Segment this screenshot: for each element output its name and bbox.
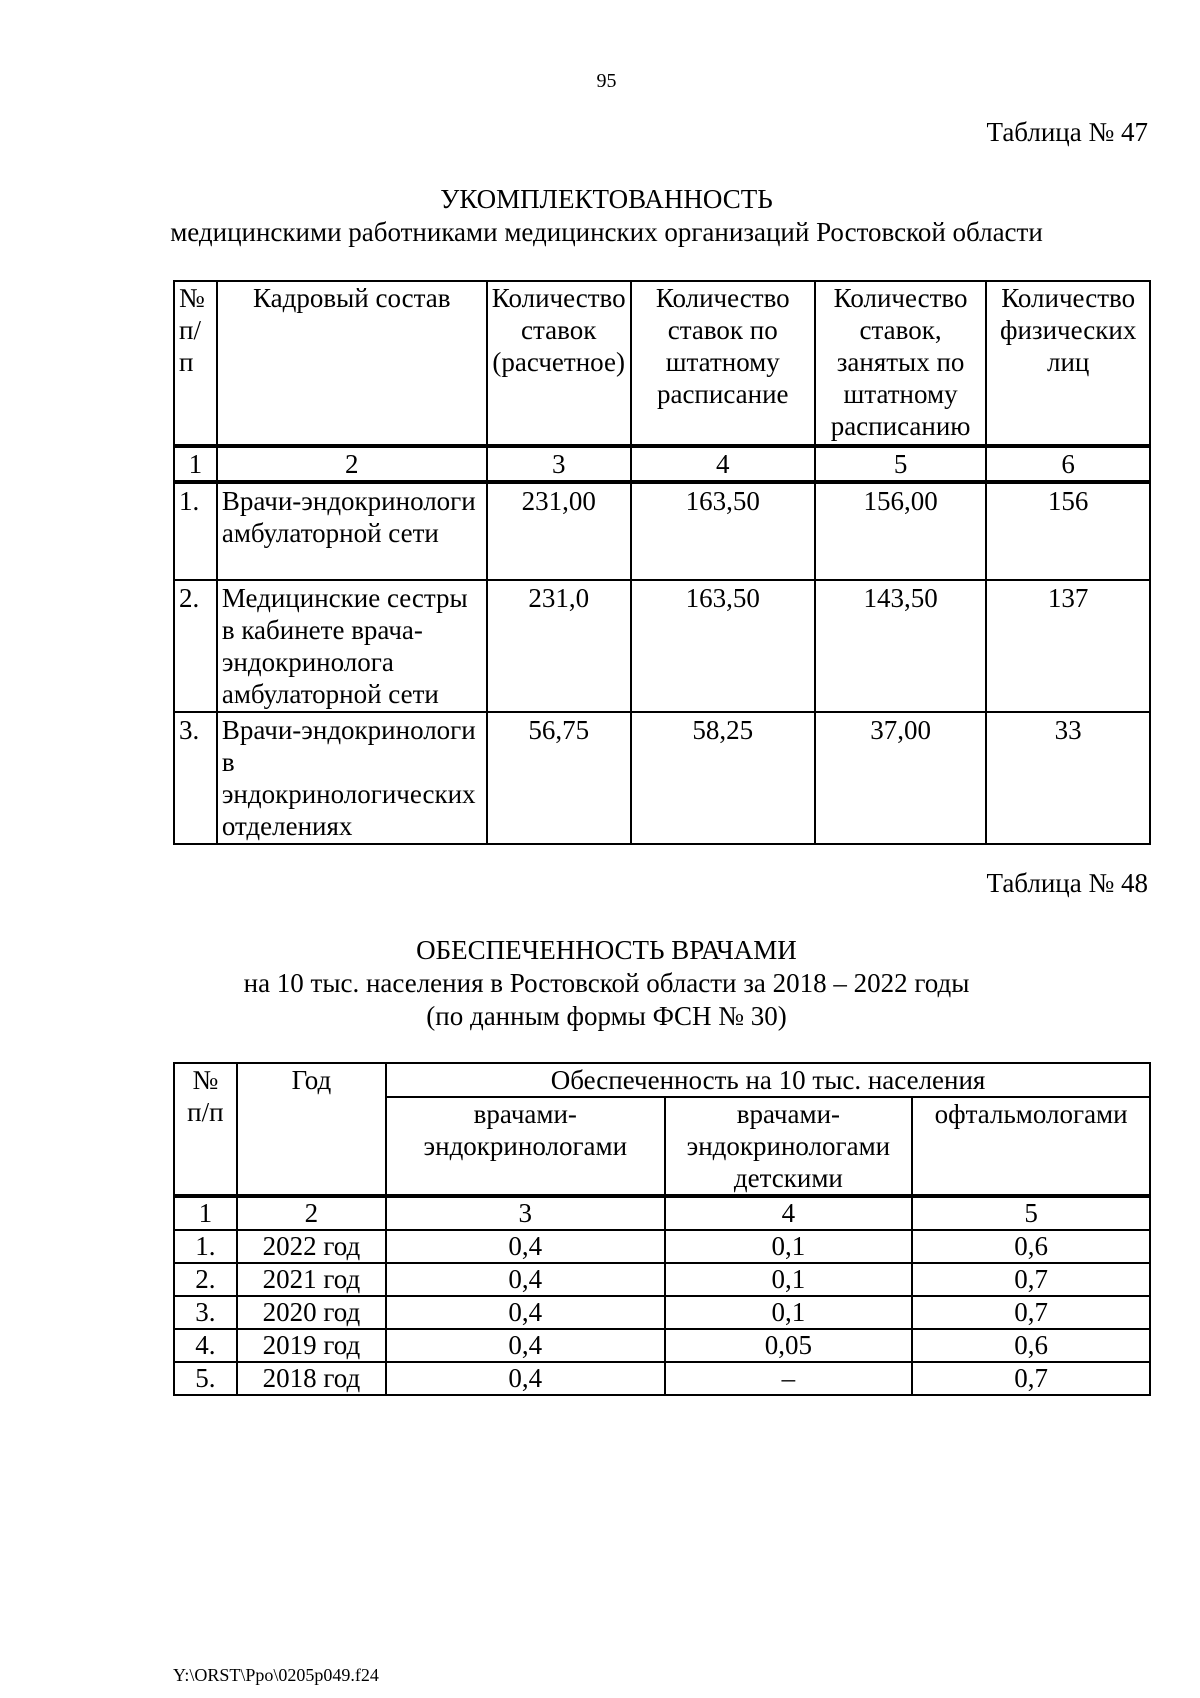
index-cell: 5	[912, 1196, 1150, 1230]
index-cell: 4	[631, 446, 815, 482]
header-endocrinologists: врачами-эндокринологами	[386, 1097, 664, 1196]
column-index-row	[174, 1196, 1150, 1230]
row-number: 2.	[174, 580, 217, 712]
index-cell: 2	[217, 446, 487, 482]
index-cell: 2	[237, 1196, 386, 1230]
table-row	[174, 482, 1150, 580]
row-staff-rates: 58,25	[631, 712, 815, 844]
row-staff-name: Медицинские сестры в кабинете врача-эндокринолога амбулаторной сети	[217, 580, 487, 712]
row-child-endocrinologists: 0,1	[665, 1296, 913, 1329]
row-endocrinologists: 0,4	[386, 1296, 664, 1329]
header-persons: Количество физических лиц	[986, 281, 1150, 446]
row-calc-rates: 231,0	[487, 580, 631, 712]
table-47-label: Таблица № 47	[986, 117, 1148, 147]
row-child-endocrinologists: 0,1	[665, 1263, 913, 1296]
index-cell: 6	[986, 446, 1150, 482]
index-cell: 1	[174, 446, 217, 482]
row-staff-name: Врачи-эндокринологи в эндокринологических отделениях	[217, 712, 487, 844]
table-row	[174, 1230, 1150, 1263]
table-47-subtitle: медицинскими работниками медицинских организаций Ростовской области	[170, 217, 1043, 247]
row-number: 4.	[174, 1329, 237, 1362]
row-persons: 156	[986, 482, 1150, 580]
table-row	[174, 1362, 1150, 1395]
index-cell: 1	[174, 1196, 237, 1230]
row-number: 1.	[174, 1230, 237, 1263]
row-staff-rates: 163,50	[631, 580, 815, 712]
file-path-footer: Y:\ORST\Ppo\0205p049.f24	[173, 1665, 379, 1685]
table-row	[174, 1296, 1150, 1329]
row-ophthalmologists: 0,7	[912, 1263, 1150, 1296]
table-47-title: УКОМПЛЕКТОВАННОСТЬ	[440, 184, 773, 214]
row-calc-rates: 231,00	[487, 482, 631, 580]
index-cell: 3	[386, 1196, 664, 1230]
header-staff-rates: Количество ставок по штатному расписание	[631, 281, 815, 446]
row-number: 2.	[174, 1263, 237, 1296]
doctor-coverage-table	[173, 1062, 1151, 1396]
table-48-label: Таблица № 48	[986, 868, 1148, 898]
index-cell: 5	[815, 446, 987, 482]
table-48-subtitle: на 10 тыс. населения в Ростовской области за 2018 – 2022 годы	[243, 968, 970, 998]
header-calc-rates: Количество ставок (расчетное)	[487, 281, 631, 446]
row-ophthalmologists: 0,7	[912, 1296, 1150, 1329]
table-row	[174, 712, 1150, 844]
row-occupied-rates: 37,00	[815, 712, 987, 844]
row-persons: 137	[986, 580, 1150, 712]
row-endocrinologists: 0,4	[386, 1263, 664, 1296]
row-endocrinologists: 0,4	[386, 1230, 664, 1263]
row-child-endocrinologists: 0,1	[665, 1230, 913, 1263]
header-num: № п/п	[174, 1063, 237, 1196]
header-coverage-group: Обеспеченность на 10 тыс. населения	[386, 1063, 1150, 1097]
table-48-title: ОБЕСПЕЧЕННОСТЬ ВРАЧАМИ	[416, 935, 797, 965]
table-48-source-note: (по данным формы ФСН № 30)	[426, 1001, 787, 1031]
header-child-endocrinologists: врачами-эндокринологами детскими	[665, 1097, 913, 1196]
table-row	[174, 1263, 1150, 1296]
header-occupied-rates: Количество ставок, занятых по штатному расписанию	[815, 281, 987, 446]
page-number: 95	[596, 70, 617, 92]
row-occupied-rates: 143,50	[815, 580, 987, 712]
row-number: 3.	[174, 712, 217, 844]
row-number: 3.	[174, 1296, 237, 1329]
row-year: 2022 год	[237, 1230, 386, 1263]
header-staff: Кадровый состав	[217, 281, 487, 446]
row-staff-rates: 163,50	[631, 482, 815, 580]
row-year: 2019 год	[237, 1329, 386, 1362]
row-occupied-rates: 156,00	[815, 482, 987, 580]
index-cell: 3	[487, 446, 631, 482]
table-row	[174, 580, 1150, 712]
row-ophthalmologists: 0,7	[912, 1362, 1150, 1395]
row-ophthalmologists: 0,6	[912, 1230, 1150, 1263]
table-header-row	[174, 1063, 1150, 1097]
index-cell: 4	[665, 1196, 913, 1230]
row-endocrinologists: 0,4	[386, 1362, 664, 1395]
table-header-row	[174, 281, 1150, 446]
header-year: Год	[237, 1063, 386, 1196]
row-number: 1.	[174, 482, 217, 580]
row-year: 2018 год	[237, 1362, 386, 1395]
row-number: 5.	[174, 1362, 237, 1395]
row-child-endocrinologists: –	[665, 1362, 913, 1395]
row-year: 2020 год	[237, 1296, 386, 1329]
header-num: № п/п	[174, 281, 217, 446]
row-child-endocrinologists: 0,05	[665, 1329, 913, 1362]
row-year: 2021 год	[237, 1263, 386, 1296]
row-staff-name: Врачи-эндокринологи амбулаторной сети	[217, 482, 487, 580]
row-endocrinologists: 0,4	[386, 1329, 664, 1362]
row-persons: 33	[986, 712, 1150, 844]
table-row	[174, 1329, 1150, 1362]
column-index-row	[174, 446, 1150, 482]
row-ophthalmologists: 0,6	[912, 1329, 1150, 1362]
row-calc-rates: 56,75	[487, 712, 631, 844]
staffing-table	[173, 280, 1151, 845]
header-ophthalmologists: офтальмологами	[912, 1097, 1150, 1196]
